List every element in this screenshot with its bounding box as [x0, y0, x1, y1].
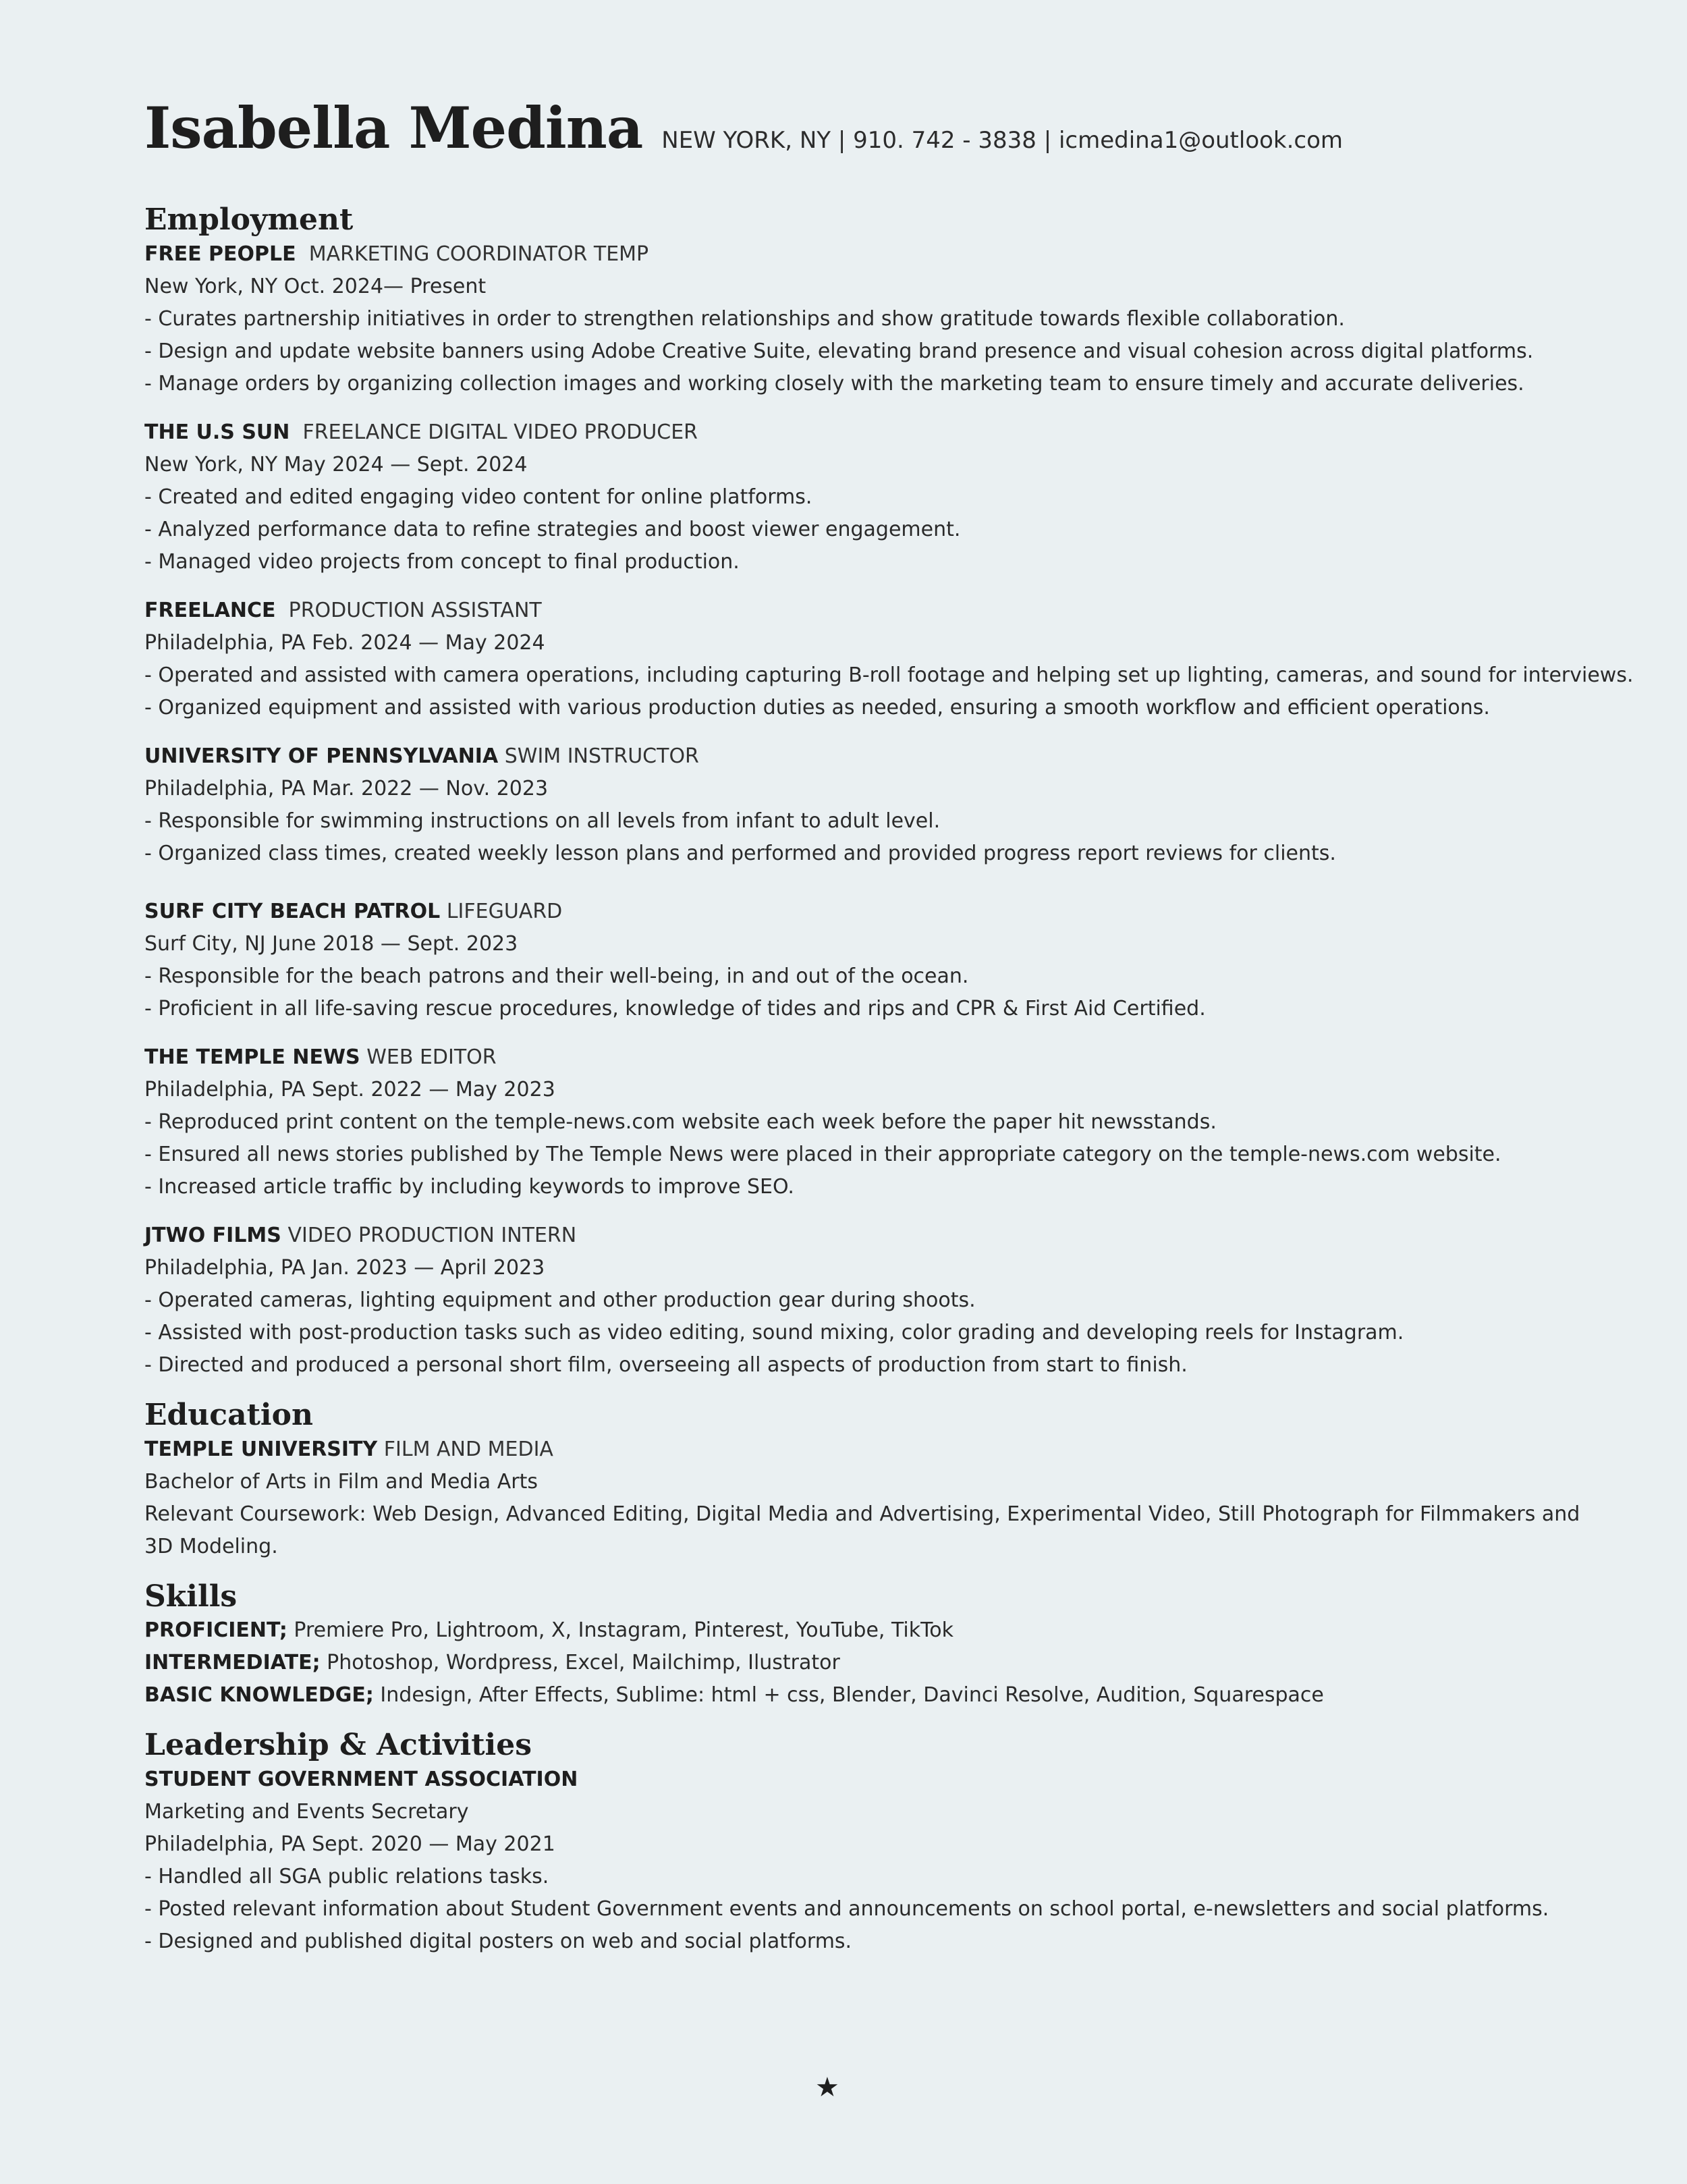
skill-values: Photoshop, Wordpress, Excel, Mailchimp, Ilustrator: [320, 1651, 840, 1675]
job-bullet: - Managed video projects from concept to final production.: [144, 549, 740, 574]
job-location-dates: New York, NY Oct. 2024— Present: [144, 274, 487, 298]
job-bullet: - Proficient in all life-saving rescue procedures, knowledge of tides and rips and CPR & First Aid Certified.: [144, 996, 1206, 1020]
job-role: MARKETING COORDINATOR TEMP: [308, 242, 649, 266]
education-org: TEMPLE UNIVERSITY: [144, 1437, 378, 1461]
job-bullet: - Assisted with post-production tasks such as video editing, sound mixing, color grading and developing reels for Instagram.: [144, 1320, 1404, 1344]
job-location-dates: New York, NY May 2024 — Sept. 2024: [144, 452, 528, 476]
leadership-entry: [144, 1764, 1642, 1958]
job-entry: [144, 1041, 1642, 1203]
job-entry: [144, 416, 1642, 578]
job-org: THE U.S SUN: [144, 420, 290, 444]
skills-heading: Skills: [144, 1579, 238, 1614]
job-bullet: - Responsible for the beach patrons and their well-being, in and out of the ocean.: [144, 964, 969, 988]
job-bullet: - Increased article traffic by including keywords to improve SEO.: [144, 1174, 794, 1199]
job-bullet: - Reproduced print content on the temple-news.com website each week before the paper hit newsstands.: [144, 1110, 1217, 1134]
job-bullet: - Operated cameras, lighting equipment and other production gear during shoots.: [144, 1288, 976, 1312]
skill-values: Premiere Pro, Lightroom, X, Instagram, Pinterest, YouTube, TikTok: [287, 1618, 954, 1643]
job-entry: [144, 896, 1642, 1025]
job-org: JTWO FILMS: [144, 1223, 281, 1247]
job-org: SURF CITY BEACH PATROL: [144, 899, 441, 923]
job-role: SWIM INSTRUCTOR: [504, 744, 699, 768]
leadership-bullet: - Designed and published digital posters on web and social platforms.: [144, 1930, 852, 1954]
job-role: LIFEGUARD: [446, 899, 563, 923]
skill-level: INTERMEDIATE;: [144, 1651, 321, 1675]
leadership-bullet: - Posted relevant information about Student Government events and announcements on school portal, e-newsletters and social platforms.: [144, 1897, 1549, 1921]
education-entry: [144, 1434, 1642, 1563]
job-role: FREELANCE DIGITAL VIDEO PRODUCER: [302, 420, 698, 444]
education-degree: Bachelor of Arts in Film and Media Arts: [144, 1469, 538, 1494]
education-role: FILM AND MEDIA: [383, 1437, 553, 1461]
education-heading: Education: [144, 1397, 313, 1432]
education-coursework: 3D Modeling.: [144, 1534, 278, 1558]
skill-row: [144, 1614, 1642, 1647]
job-org: FREE PEOPLE: [144, 242, 296, 266]
job-entry: [144, 238, 1642, 400]
star-icon: ★: [815, 2072, 839, 2103]
job-role: WEB EDITOR: [366, 1045, 497, 1069]
job-bullet: - Responsible for swimming instructions on all levels from infant to adult level.: [144, 809, 941, 833]
job-bullet: - Design and update website banners using Adobe Creative Suite, elevating brand presence and visual cohesion across digital platforms.: [144, 339, 1534, 363]
leadership-org: STUDENT GOVERNMENT ASSOCIATION: [144, 1768, 578, 1792]
leadership-bullet: - Handled all SGA public relations tasks.: [144, 1865, 549, 1889]
resume-header: [144, 94, 1343, 161]
job-bullet: - Operated and assisted with camera operations, including capturing B-roll footage and helping set up lighting, cameras, and sound for interviews.: [144, 663, 1634, 687]
job-org: UNIVERSITY OF PENNSYLVANIA: [144, 744, 499, 768]
job-location-dates: Philadelphia, PA Jan. 2023 — April 2023: [144, 1255, 545, 1280]
job-role: PRODUCTION ASSISTANT: [288, 598, 542, 622]
job-entry: [144, 740, 1642, 870]
job-location-dates: Philadelphia, PA Sept. 2022 — May 2023: [144, 1077, 555, 1101]
job-location-dates: Philadelphia, PA Feb. 2024 — May 2024: [144, 630, 545, 655]
skill-row: [144, 1647, 1642, 1679]
leadership-heading: Leadership & Activities: [144, 1728, 532, 1763]
job-location-dates: Surf City, NJ June 2018 — Sept. 2023: [144, 931, 518, 956]
skill-row: [144, 1679, 1642, 1712]
job-bullet: - Directed and produced a personal short film, overseeing all aspects of production from start to finish.: [144, 1353, 1188, 1377]
contact-info: NEW YORK, NY | 910. 742 - 3838 | icmedina1@outlook.com: [661, 127, 1344, 154]
leadership-location-dates: Philadelphia, PA Sept. 2020 — May 2021: [144, 1832, 555, 1857]
employment-heading: Employment: [144, 202, 354, 237]
resume-content: [144, 202, 1642, 1974]
job-bullet: - Curates partnership initiatives in order to strengthen relationships and show gratitude towards flexible collaboration.: [144, 306, 1345, 331]
job-role: VIDEO PRODUCTION INTERN: [287, 1223, 577, 1247]
person-name: Isabella Medina: [144, 94, 643, 161]
job-org: FREELANCE: [144, 598, 276, 622]
skill-level: PROFICIENT;: [144, 1618, 287, 1643]
skill-values: Indesign, After Effects, Sublime: html + css, Blender, Davinci Resolve, Audition, Squarespace: [373, 1683, 1324, 1708]
job-org: THE TEMPLE NEWS: [144, 1045, 360, 1069]
job-bullet: - Ensured all news stories published by The Temple News were placed in their appropriate category on the temple-news.com website.: [144, 1142, 1501, 1166]
job-entry: [144, 1220, 1642, 1382]
job-bullet: - Organized equipment and assisted with various production duties as needed, ensuring a smooth workflow and efficient operations.: [144, 695, 1490, 719]
skill-level: BASIC KNOWLEDGE;: [144, 1683, 374, 1708]
job-bullet: - Organized class times, created weekly lesson plans and performed and provided progress report reviews for clients.: [144, 841, 1336, 865]
job-bullet: - Analyzed performance data to refine strategies and boost viewer engagement.: [144, 517, 961, 541]
job-entry: [144, 595, 1642, 724]
job-location-dates: Philadelphia, PA Mar. 2022 — Nov. 2023: [144, 776, 549, 800]
job-bullet: - Created and edited engaging video content for online platforms.: [144, 485, 812, 509]
job-bullet: - Manage orders by organizing collection images and working closely with the marketing team to ensure timely and accurate deliveries.: [144, 371, 1524, 395]
skills-list: [144, 1614, 1642, 1712]
education-coursework: Relevant Coursework: Web Design, Advanced Editing, Digital Media and Advertising, Experimental Video, Still Photograph for Filmmakers and: [144, 1502, 1580, 1526]
leadership-position: Marketing and Events Secretary: [144, 1800, 469, 1824]
